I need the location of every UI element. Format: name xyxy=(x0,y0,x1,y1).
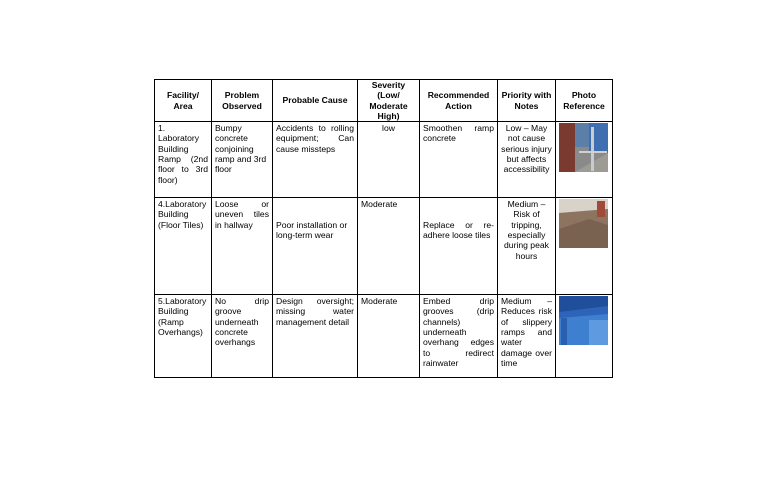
action-cell: Replace or re-adhere loose tiles xyxy=(420,198,498,295)
header-priority: Priority with Notes xyxy=(498,80,556,122)
header-photo: Photo Reference xyxy=(556,80,613,122)
table-row xyxy=(155,198,613,295)
cause-cell: Accidents to rolling equipment; Can cause missteps xyxy=(273,122,358,198)
facility-assessment-table xyxy=(154,79,613,378)
photo-cell xyxy=(556,295,613,378)
facility-cell: 5.Laboratory Building (Ramp Overhangs) xyxy=(155,295,212,378)
header-problem: Problem Observed xyxy=(212,80,273,122)
priority-cell: Medium – Reduces risk of slippery ramps and water damage over time xyxy=(498,295,556,378)
action-cell: Embed drip grooves (drip channels) underneath overhang edges to redirect rainwater xyxy=(420,295,498,378)
problem-cell: Bumpy concrete conjoining ramp and 3rd floor xyxy=(212,122,273,198)
table-row xyxy=(155,122,613,198)
cause-cell: Poor installation or long-term wear xyxy=(273,198,358,295)
table-row xyxy=(155,295,613,378)
overhang-photo-icon xyxy=(559,296,608,345)
action-cell: Smoothen ramp concrete xyxy=(420,122,498,198)
severity-cell: Moderate xyxy=(358,295,420,378)
ramp-photo-icon xyxy=(559,123,608,172)
cause-cell: Design oversight; missing water management detail xyxy=(273,295,358,378)
priority-cell: Low – May not cause serious injury but affects accessibility xyxy=(498,122,556,198)
severity-cell: Moderate xyxy=(358,198,420,295)
facility-cell: 4.Laboratory Building (Floor Tiles) xyxy=(155,198,212,295)
facility-cell: 1. Laboratory Building Ramp (2nd floor to 3rd floor) xyxy=(155,122,212,198)
photo-cell xyxy=(556,122,613,198)
severity-cell: low xyxy=(358,122,420,198)
photo-cell xyxy=(556,198,613,295)
header-severity: Severity (Low/ Moderate High) xyxy=(358,80,420,122)
priority-cell: Medium – Risk of tripping, especially during peak hours xyxy=(498,198,556,295)
floor-tiles-photo-icon xyxy=(559,199,608,248)
table-header-row xyxy=(155,80,613,122)
header-facility: Facility/ Area xyxy=(155,80,212,122)
header-cause: Probable Cause xyxy=(273,80,358,122)
problem-cell: Loose or uneven tiles in hallway xyxy=(212,198,273,295)
problem-cell: No drip groove underneath concrete overhangs xyxy=(212,295,273,378)
header-action: Recommended Action xyxy=(420,80,498,122)
